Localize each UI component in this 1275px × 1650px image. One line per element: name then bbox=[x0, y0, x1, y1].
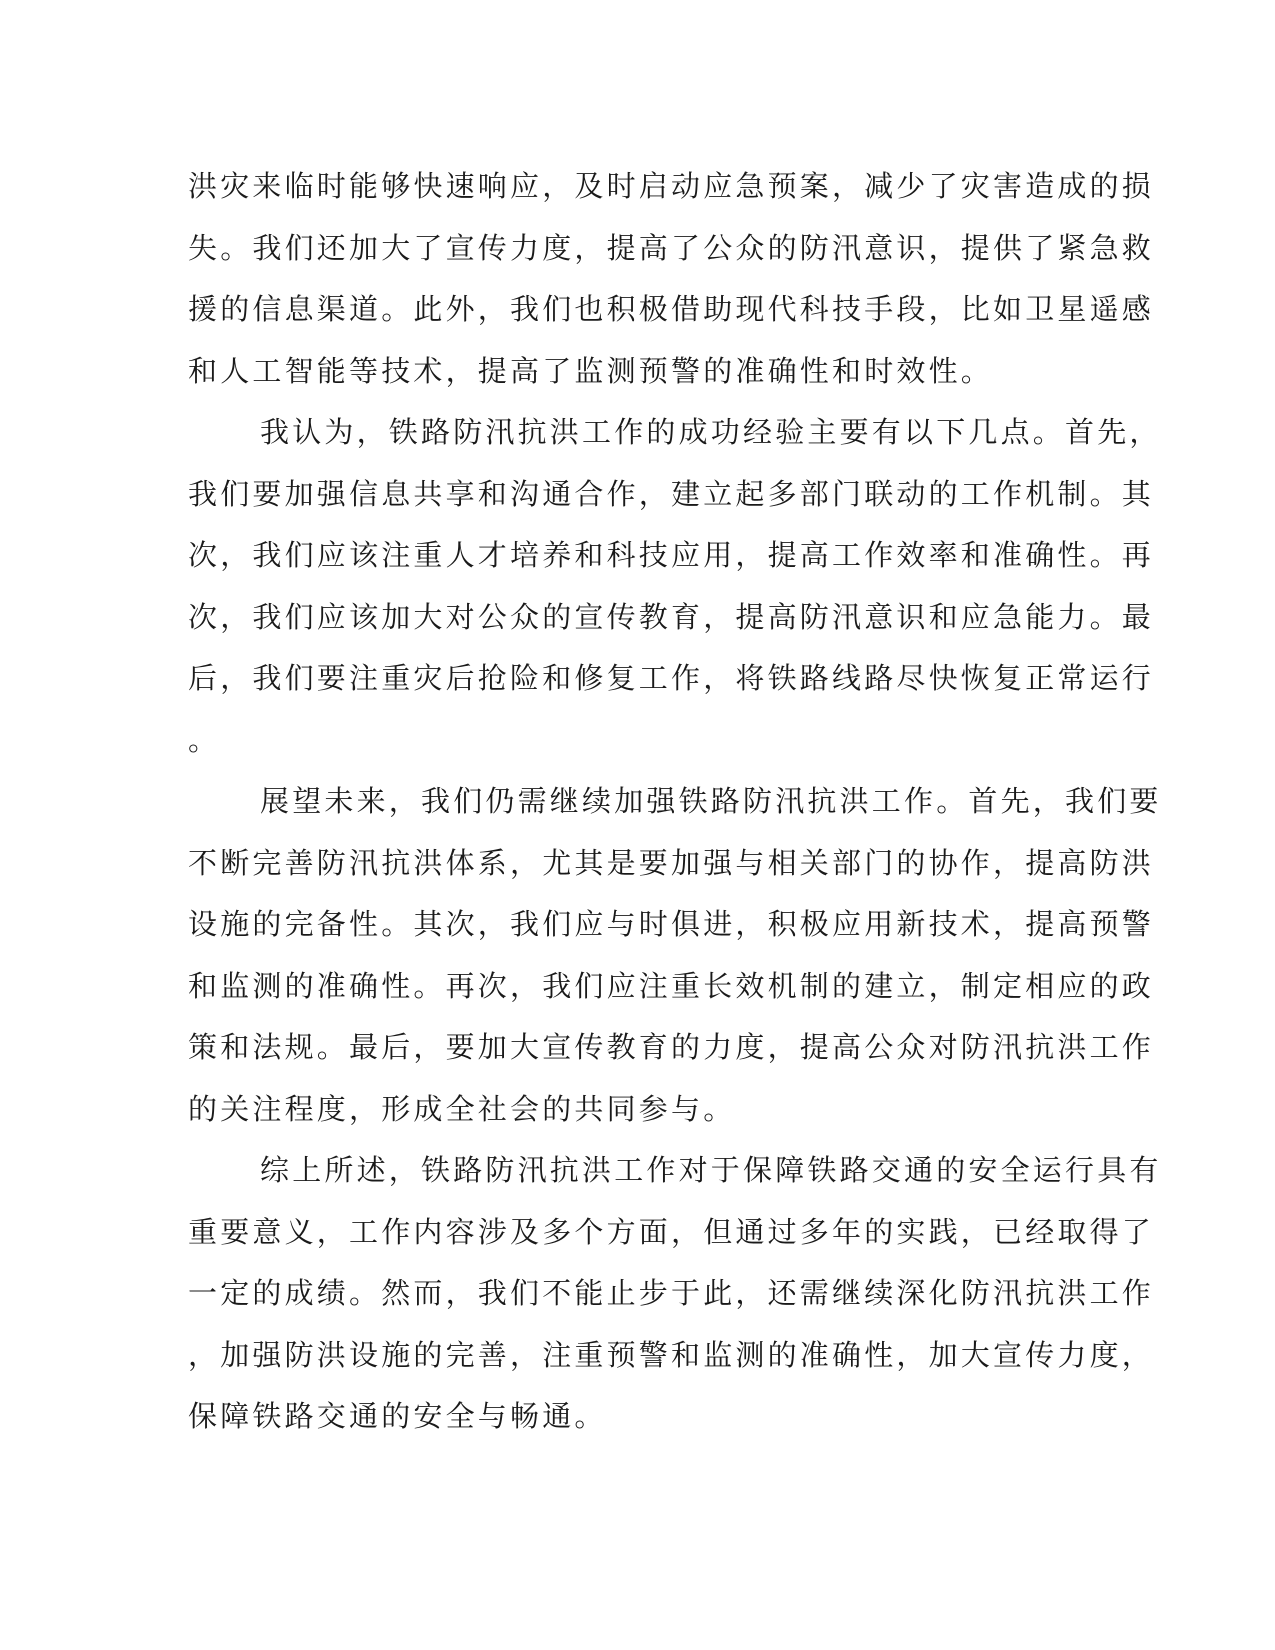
body-text bbox=[188, 156, 1162, 1448]
paragraph-2 bbox=[188, 402, 1162, 771]
text-line: 设施的完备性。其次，我们应与时俱进，积极应用新技术，提高预警 bbox=[188, 907, 1155, 941]
text-line: 重要意义，工作内容涉及多个方面，但通过多年的实践，已经取得了 bbox=[188, 1214, 1155, 1249]
text-line: 洪灾来临时能够快速响应，及时启动应急预案，减少了灾害造成的损 bbox=[188, 169, 1155, 203]
paragraph-4 bbox=[188, 1140, 1162, 1448]
text-line: 策和法规。最后，要加大宣传教育的力度，提高公众对防汛抗洪工作 bbox=[188, 1030, 1155, 1064]
text-line: 次，我们应该注重人才培养和科技应用，提高工作效率和准确性。再 bbox=[188, 538, 1155, 572]
text-line: 后，我们要注重灾后抢险和修复工作，将铁路线路尽快恢复正常运行 bbox=[188, 661, 1155, 695]
text-line: 的关注程度，形成全社会的共同参与。 bbox=[188, 1091, 736, 1126]
text-line: 不断完善防汛抗洪体系，尤其是要加强与相关部门的协作，提高防洪 bbox=[188, 845, 1155, 880]
text-line: 我们要加强信息共享和沟通合作，建立起多部门联动的工作机制。其 bbox=[188, 476, 1155, 511]
text-line: 援的信息渠道。此外，我们也积极借助现代科技手段，比如卫星遥感 bbox=[188, 292, 1155, 326]
text-line: 一定的成绩。然而，我们不能止步于此，还需继续深化防汛抗洪工作 bbox=[188, 1276, 1155, 1310]
paragraph-1 bbox=[188, 156, 1155, 402]
paragraph-3 bbox=[188, 771, 1162, 1140]
text-line: 我认为，铁路防汛抗洪工作的成功经验主要有以下几点。首先， bbox=[260, 415, 1162, 449]
text-line: 和监测的准确性。再次，我们应注重长效机制的建立，制定相应的政 bbox=[188, 968, 1155, 1003]
text-line: ，加强防洪设施的完善，注重预警和监测的准确性，加大宣传力度， bbox=[188, 1337, 1155, 1372]
text-line: 和人工智能等技术，提高了监测预警的准确性和时效性。 bbox=[188, 353, 994, 388]
text-line: 展望未来，我们仍需继续加强铁路防汛抗洪工作。首先，我们要 bbox=[260, 784, 1162, 818]
text-line: 失。我们还加大了宣传力度，提高了公众的防汛意识，提供了紧急救 bbox=[188, 230, 1155, 265]
text-line: 。 bbox=[188, 722, 221, 757]
text-line: 保障铁路交通的安全与畅通。 bbox=[188, 1399, 607, 1433]
text-line: 综上所述，铁路防汛抗洪工作对于保障铁路交通的安全运行具有 bbox=[260, 1153, 1162, 1187]
text-line: 次，我们应该加大对公众的宣传教育，提高防汛意识和应急能力。最 bbox=[188, 599, 1155, 634]
